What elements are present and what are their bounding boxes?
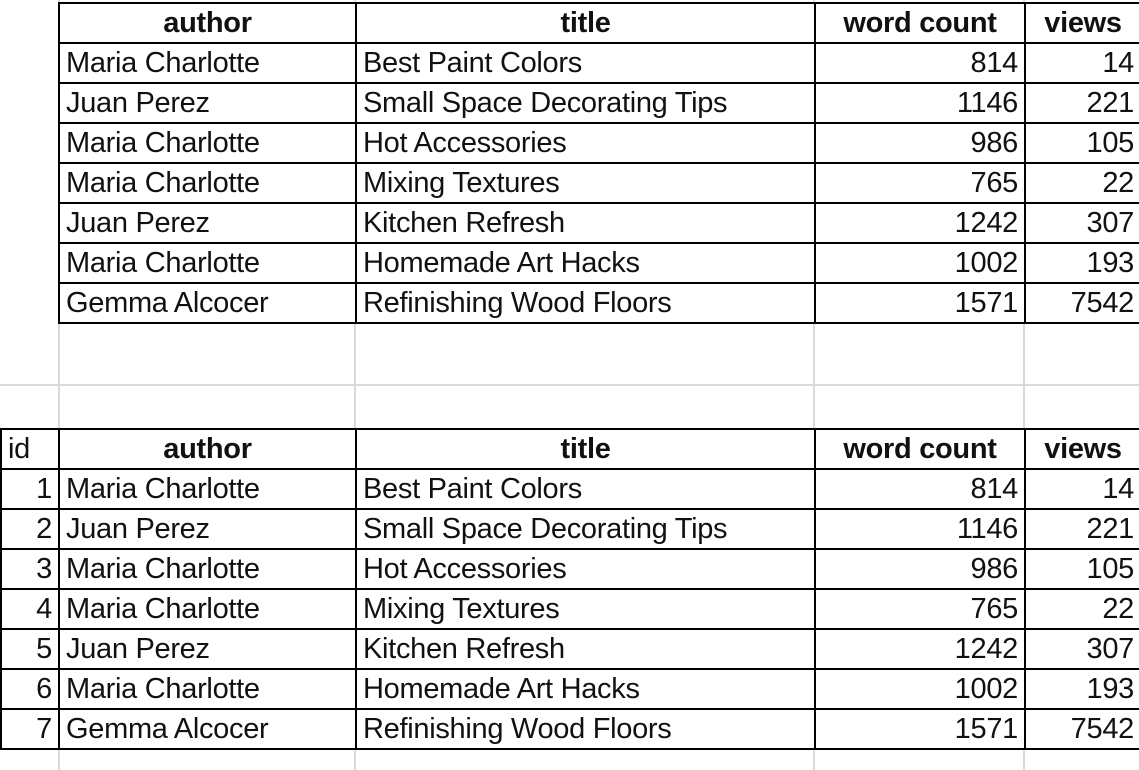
table-row [59,123,1139,163]
cell-views[interactable]: 221 [1025,83,1139,123]
cell-id[interactable]: 4 [1,589,59,629]
articles-table-without-id [58,2,1139,324]
cell-word-count[interactable]: 1002 [815,243,1025,283]
column-header-id[interactable]: id [1,429,59,469]
cell-word-count[interactable]: 765 [815,589,1025,629]
table-row [1,589,1139,629]
table-row [1,669,1139,709]
cell-word-count[interactable]: 1571 [815,709,1025,749]
cell-title[interactable]: Kitchen Refresh [356,203,815,243]
cell-id[interactable]: 1 [1,469,59,509]
table-row [59,243,1139,283]
cell-word-count[interactable]: 765 [815,163,1025,203]
cell-author[interactable]: Maria Charlotte [59,469,356,509]
cell-word-count[interactable]: 814 [815,469,1025,509]
cell-views[interactable]: 193 [1025,243,1139,283]
articles-table-with-id [0,428,1139,750]
cell-views[interactable]: 193 [1025,669,1139,709]
cell-title[interactable]: Small Space Decorating Tips [356,83,815,123]
cell-views[interactable]: 105 [1025,123,1139,163]
cell-id[interactable]: 6 [1,669,59,709]
cell-author[interactable]: Gemma Alcocer [59,709,356,749]
column-header-title[interactable]: title [356,3,815,43]
cell-word-count[interactable]: 986 [815,549,1025,589]
cell-views[interactable]: 22 [1025,163,1139,203]
cell-views[interactable]: 221 [1025,509,1139,549]
table-row [59,83,1139,123]
cell-views[interactable]: 14 [1025,469,1139,509]
cell-word-count[interactable]: 1242 [815,629,1025,669]
table-row [59,163,1139,203]
cell-author[interactable]: Juan Perez [59,509,356,549]
cell-author[interactable]: Maria Charlotte [59,123,356,163]
cell-word-count[interactable]: 1242 [815,203,1025,243]
cell-author[interactable]: Gemma Alcocer [59,283,356,323]
table-row [1,509,1139,549]
cell-word-count[interactable]: 1002 [815,669,1025,709]
cell-author[interactable]: Juan Perez [59,629,356,669]
cell-author[interactable]: Maria Charlotte [59,589,356,629]
table-row [59,43,1139,83]
column-header-views[interactable]: views [1025,429,1139,469]
cell-author[interactable]: Juan Perez [59,203,356,243]
cell-author[interactable]: Maria Charlotte [59,43,356,83]
cell-word-count[interactable]: 814 [815,43,1025,83]
cell-views[interactable]: 7542 [1025,283,1139,323]
cell-views[interactable]: 7542 [1025,709,1139,749]
gridline [0,384,1139,386]
cell-id[interactable]: 3 [1,549,59,589]
cell-title[interactable]: Homemade Art Hacks [356,243,815,283]
cell-title[interactable]: Homemade Art Hacks [356,669,815,709]
cell-author[interactable]: Maria Charlotte [59,669,356,709]
table-row [1,469,1139,509]
cell-author[interactable]: Maria Charlotte [59,243,356,283]
column-header-word-count[interactable]: word count [815,429,1025,469]
cell-title[interactable]: Small Space Decorating Tips [356,509,815,549]
cell-id[interactable]: 2 [1,509,59,549]
cell-word-count[interactable]: 1571 [815,283,1025,323]
cell-views[interactable]: 307 [1025,629,1139,669]
cell-views[interactable]: 14 [1025,43,1139,83]
cell-title[interactable]: Hot Accessories [356,123,815,163]
cell-views[interactable]: 307 [1025,203,1139,243]
cell-views[interactable]: 22 [1025,589,1139,629]
cell-views[interactable]: 105 [1025,549,1139,589]
cell-title[interactable]: Mixing Textures [356,163,815,203]
cell-title[interactable]: Refinishing Wood Floors [356,709,815,749]
cell-title[interactable]: Mixing Textures [356,589,815,629]
cell-title[interactable]: Kitchen Refresh [356,629,815,669]
header-row [1,429,1139,469]
cell-id[interactable]: 7 [1,709,59,749]
table-row [1,709,1139,749]
cell-author[interactable]: Juan Perez [59,83,356,123]
column-header-word-count[interactable]: word count [815,3,1025,43]
cell-title[interactable]: Best Paint Colors [356,43,815,83]
column-header-author[interactable]: author [59,3,356,43]
cell-word-count[interactable]: 1146 [815,83,1025,123]
table-row [59,283,1139,323]
table-row [59,203,1139,243]
table-row [1,629,1139,669]
column-header-views[interactable]: views [1025,3,1139,43]
cell-title[interactable]: Best Paint Colors [356,469,815,509]
column-header-author[interactable]: author [59,429,356,469]
cell-word-count[interactable]: 986 [815,123,1025,163]
cell-word-count[interactable]: 1146 [815,509,1025,549]
cell-author[interactable]: Maria Charlotte [59,163,356,203]
cell-title[interactable]: Hot Accessories [356,549,815,589]
cell-id[interactable]: 5 [1,629,59,669]
header-row [59,3,1139,43]
column-header-title[interactable]: title [356,429,815,469]
cell-author[interactable]: Maria Charlotte [59,549,356,589]
cell-title[interactable]: Refinishing Wood Floors [356,283,815,323]
table-row [1,549,1139,589]
